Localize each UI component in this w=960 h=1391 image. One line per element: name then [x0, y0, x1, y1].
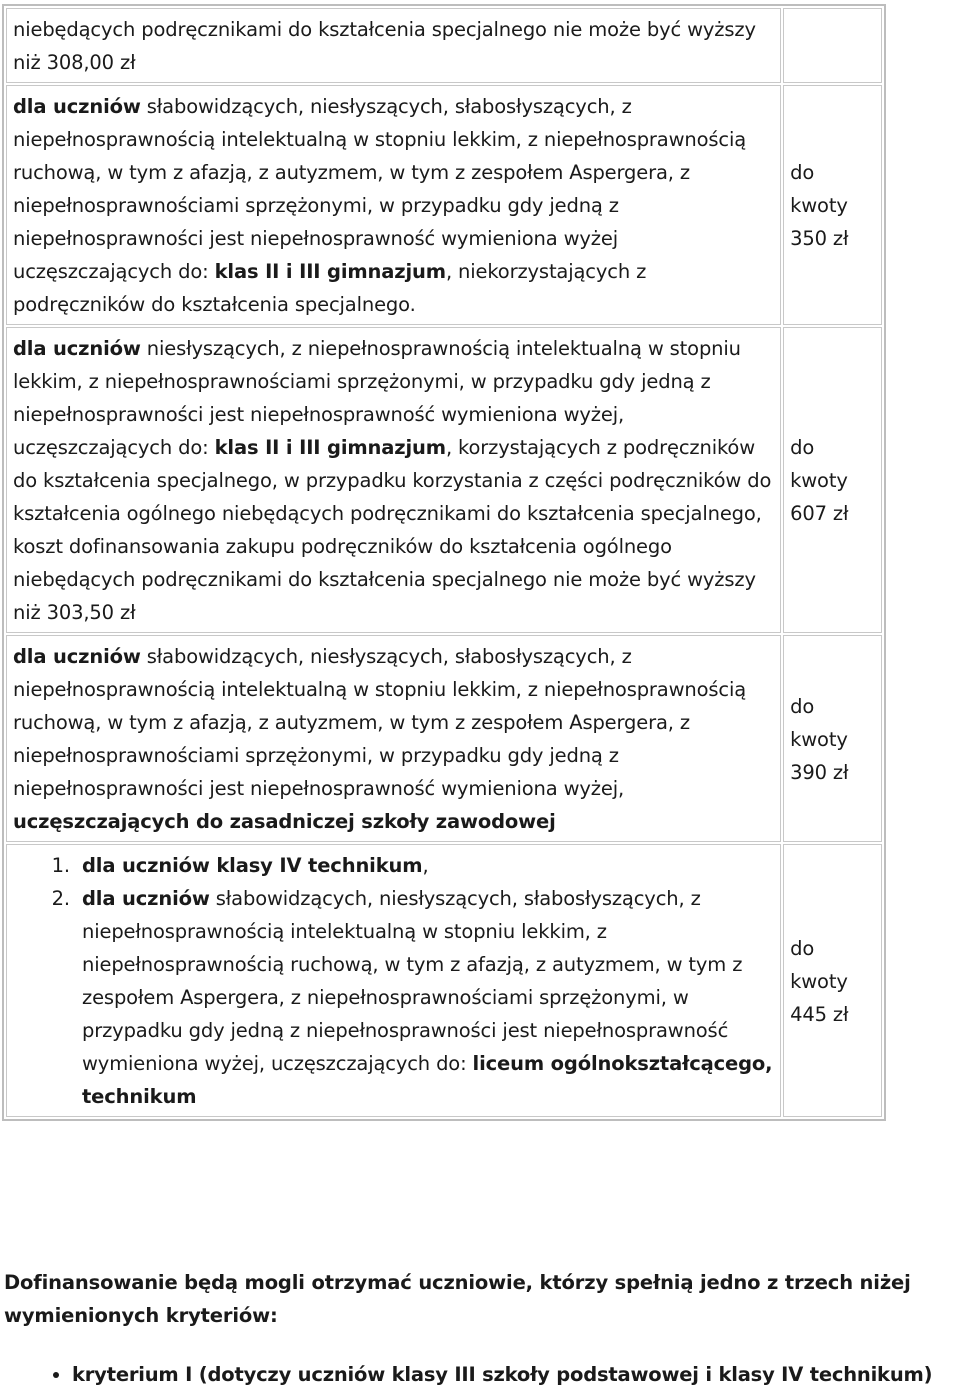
- table-row: [6, 85, 882, 325]
- list-item: 2. dla uczniów słabowidzących, niesłyszących, słabosłyszących, z niepełnosprawnością intelektualną w stopniu lekkim, z niepełnosprawnością ruchową, w tym z afazją, z autyzmem, w tym z zespołem Aspergera, z niepełnosprawnościami sprzężonymi, w przypadku gdy jedną z niepełnosprawności jest niepełnosprawność wymieniona wyżej, uczęszczających do: liceum ogólnokształcącego, technikum: [76, 882, 775, 1113]
- criteria-intro: Dofinansowanie będą mogli otrzymać uczniowie, którzy spełnią jedno z trzech niżej wymienionych kryteriów:: [4, 1271, 911, 1327]
- table-row: [6, 327, 882, 633]
- row-amount: do kwoty 445 zł: [783, 844, 882, 1117]
- list-item: 1. dla uczniów klasy IV technikum,: [76, 849, 775, 882]
- row-amount: do kwoty 350 zł: [783, 85, 882, 325]
- criteria-item: • kryterium I (dotyczy uczniów klasy III szkoły podstawowej i klasy IV technikum): [72, 1358, 960, 1391]
- numbered-list: [13, 849, 775, 1113]
- criteria-list: [0, 1358, 960, 1391]
- table-row: [6, 8, 882, 83]
- row-amount: [783, 8, 882, 83]
- row-amount: do kwoty 607 zł: [783, 327, 882, 633]
- row-description: [6, 844, 781, 1117]
- row-description: niebędących podręcznikami do kształcenia specjalnego nie może być wyższy niż 308,00 zł: [6, 8, 781, 83]
- row-amount: do kwoty 390 zł: [783, 635, 882, 842]
- table-row: [6, 635, 882, 842]
- row-description: dla uczniów słabowidzących, niesłyszących, słabosłyszących, z niepełnosprawnością intelektualną w stopniu lekkim, z niepełnosprawnością ruchową, w tym z afazją, z autyzmem, w tym z zespołem Aspergera, z niepełnosprawnościami sprzężonymi, w przypadku gdy jedną z niepełnosprawności jest niepełnosprawność wymieniona wyżej, uczęszczających do zasadniczej szkoły zawodowej: [6, 635, 781, 842]
- table-row: [6, 844, 882, 1117]
- row-description: dla uczniów niesłyszących, z niepełnosprawnością intelektualną w stopniu lekkim, z niepełnosprawnościami sprzężonymi, w przypadku gdy jedną z niepełnosprawności jest niepełnosprawność wymieniona wyżej, uczęszczających do: klas II i III gimnazjum, korzystających z podręczników do kształcenia specjalnego, w przypadku korzystania z części podręczników do kształcenia ogólnego niebędących podręcznikami do kształcenia specjalnego, koszt dofinansowania zakupu podręczników do kształcenia ogólnego niebędących podręcznikami do kształcenia specjalnego nie może być wyższy niż 303,50 zł: [6, 327, 781, 633]
- row-description: dla uczniów słabowidzących, niesłyszących, słabosłyszących, z niepełnosprawnością intelektualną w stopniu lekkim, z niepełnosprawnością ruchową, w tym z afazją, z autyzmem, w tym z zespołem Aspergera, z niepełnosprawnościami sprzężonymi, w przypadku gdy jedną z niepełnosprawności jest niepełnosprawność wymieniona wyżej uczęszczających do: klas II i III gimnazjum, niekorzystających z podręczników do kształcenia specjalnego.: [6, 85, 781, 325]
- funding-table: [2, 4, 886, 1121]
